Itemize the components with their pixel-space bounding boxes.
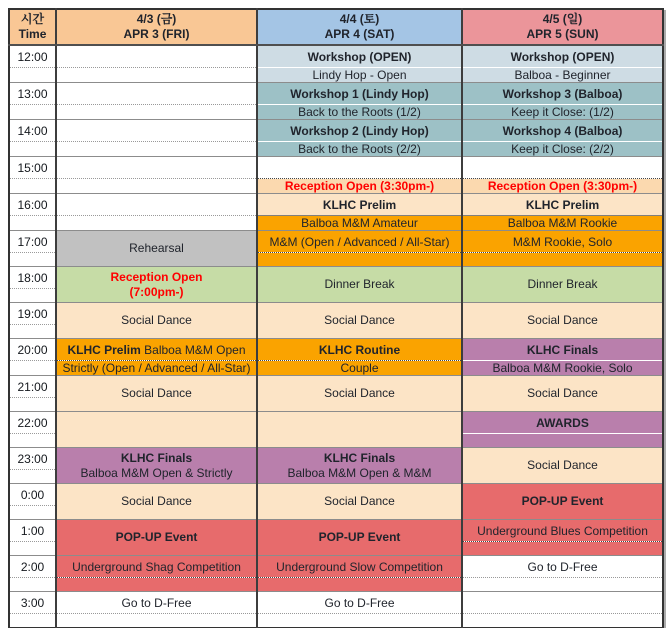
cell-text: Rehearsal	[129, 241, 184, 255]
schedule-cell-half	[56, 361, 257, 376]
time-label: 13:00	[9, 83, 56, 105]
cell-text: Workshop (OPEN)	[510, 49, 615, 64]
schedule-row	[9, 556, 663, 578]
schedule-cell	[56, 83, 257, 105]
cell-text: Go to D-Free	[527, 559, 598, 574]
schedule-cell	[257, 592, 462, 614]
schedule-cell-half	[462, 434, 663, 448]
time-header-english: Time	[18, 27, 47, 41]
cell-text: Social Dance	[121, 313, 192, 327]
cell-text: KLHC Finals	[323, 450, 396, 465]
schedule-row-half	[9, 614, 663, 628]
day-header-date: 4/5 (일)	[542, 12, 583, 26]
schedule-cell	[462, 231, 663, 253]
cell-text: M&M (Open / Advanced / All-Star)	[269, 234, 450, 249]
day-header-friday	[56, 9, 257, 45]
schedule-cell	[462, 267, 663, 303]
cell-text: Social Dance	[324, 386, 395, 400]
schedule-cell	[462, 448, 663, 484]
schedule-body	[9, 45, 663, 628]
time-label: 16:00	[9, 194, 56, 216]
schedule-cell-half	[257, 614, 462, 628]
cell-text: Keep it Close: (2/2)	[511, 142, 614, 156]
time-cell-spacer	[9, 325, 56, 339]
schedule-cell-half	[257, 361, 462, 376]
schedule-cell	[56, 45, 257, 68]
time-label: 23:00	[9, 448, 56, 470]
schedule-row	[9, 194, 663, 216]
time-label: 19:00	[9, 303, 56, 325]
cell-text: Reception Open	[110, 269, 203, 284]
schedule-cell-half	[257, 142, 462, 157]
cell-text: Workshop 1 (Lindy Hop)	[290, 86, 429, 101]
cell-text: Back to the Roots (2/2)	[298, 142, 421, 156]
cell-text: KLHC Finals	[526, 342, 599, 357]
time-cell-spacer	[9, 179, 56, 194]
cell-text: Workshop (OPEN)	[307, 49, 412, 64]
time-cell-spacer	[9, 216, 56, 231]
schedule-cell	[462, 592, 663, 614]
schedule-cell	[257, 231, 462, 253]
time-label: 12:00	[9, 45, 56, 68]
cell-text: KLHC Finals	[120, 450, 193, 465]
schedule-table	[8, 8, 664, 628]
cell-text: Social Dance	[527, 386, 598, 400]
cell-text: POP-UP Event	[521, 494, 604, 508]
schedule-cell	[462, 120, 663, 142]
schedule-row-half	[9, 142, 663, 157]
day-header-saturday	[257, 9, 462, 45]
schedule-cell	[56, 231, 257, 267]
schedule-row-half	[9, 361, 663, 376]
schedule-cell	[462, 339, 663, 361]
schedule-row	[9, 484, 663, 506]
schedule-row	[9, 45, 663, 68]
day-header-sunday	[462, 9, 663, 45]
cell-text: POP-UP Event	[115, 530, 198, 544]
cell-text: AWARDS	[536, 415, 589, 430]
day-header-label: APR 4 (SAT)	[324, 27, 395, 41]
cell-text: Balboa M&M Rookie	[507, 216, 618, 230]
cell-text: Strictly (Open / Advanced / All-Star)	[62, 361, 251, 375]
schedule-cell-half	[56, 179, 257, 194]
schedule-cell	[56, 267, 257, 303]
schedule-cell-half	[56, 68, 257, 83]
cell-text: Dinner Break	[324, 277, 395, 291]
schedule-cell-half	[462, 179, 663, 194]
schedule-row	[9, 412, 663, 434]
time-label: 14:00	[9, 120, 56, 142]
schedule-row-half	[9, 578, 663, 592]
schedule-cell	[56, 448, 257, 484]
cell-text: Couple	[340, 361, 379, 375]
schedule-row	[9, 339, 663, 361]
schedule-cell	[462, 520, 663, 542]
schedule-cell	[257, 194, 462, 216]
schedule-cell	[462, 556, 663, 578]
schedule-cell	[462, 303, 663, 339]
cell-text: Reception Open (3:30pm-)	[284, 179, 435, 193]
time-cell-spacer	[9, 506, 56, 520]
schedule-cell-half	[257, 68, 462, 83]
schedule-cell-half	[56, 578, 257, 592]
schedule-cell	[257, 267, 462, 303]
cell-text: Balboa M&M Open & Strictly	[80, 465, 233, 480]
schedule-row	[9, 267, 663, 289]
time-header	[9, 9, 56, 45]
schedule-row	[9, 448, 663, 470]
header-row	[9, 9, 663, 45]
schedule-cell	[56, 376, 257, 412]
schedule-cell	[257, 339, 462, 361]
time-cell-spacer	[9, 434, 56, 448]
time-cell-spacer	[9, 470, 56, 484]
schedule-cell	[462, 412, 663, 434]
schedule-cell-half	[462, 542, 663, 556]
time-cell-spacer	[9, 142, 56, 157]
cell-text: Reception Open (3:30pm-)	[487, 179, 638, 193]
schedule-cell-half	[462, 68, 663, 83]
time-header-korean: 시간	[20, 12, 45, 26]
schedule-cell	[56, 303, 257, 339]
schedule-cell-half	[257, 578, 462, 592]
cell-text: Go to D-Free	[324, 595, 395, 610]
time-cell-spacer	[9, 105, 56, 120]
schedule-cell	[257, 45, 462, 68]
schedule-cell	[257, 484, 462, 520]
time-cell-spacer	[9, 542, 56, 556]
schedule-cell	[257, 520, 462, 556]
schedule-row	[9, 520, 663, 542]
schedule-cell-half	[257, 216, 462, 231]
schedule-cell	[56, 592, 257, 614]
cell-text: KLHC Routine	[318, 342, 401, 357]
schedule-cell-half	[56, 614, 257, 628]
cell-text: Balboa M&M Amateur	[301, 216, 418, 230]
cell-text: Social Dance	[324, 313, 395, 327]
schedule-cell	[56, 339, 257, 361]
time-cell-spacer	[9, 614, 56, 628]
cell-text: Social Dance	[527, 313, 598, 327]
schedule-cell	[462, 194, 663, 216]
schedule-cell-half	[462, 614, 663, 628]
schedule-cell	[462, 376, 663, 412]
schedule-cell	[257, 376, 462, 412]
schedule-cell-half	[56, 105, 257, 120]
cell-text: (7:00pm-)	[129, 284, 184, 299]
schedule-cell	[462, 83, 663, 105]
schedule-cell-half	[462, 216, 663, 231]
time-label: 3:00	[9, 592, 56, 614]
time-label: 21:00	[9, 376, 56, 398]
cell-text: Go to D-Free	[121, 595, 192, 610]
schedule-cell	[56, 484, 257, 520]
schedule-cell	[257, 157, 462, 179]
day-header-date: 4/3 (금)	[136, 12, 177, 26]
schedule-cell	[56, 556, 257, 578]
cell-text: POP-UP Event	[318, 530, 401, 544]
time-label: 15:00	[9, 157, 56, 179]
cell-text: Lindy Hop - Open	[312, 68, 407, 82]
cell-text: Balboa M&M Open & M&M	[287, 465, 432, 480]
schedule-cell	[462, 484, 663, 520]
schedule-row	[9, 592, 663, 614]
time-cell-spacer	[9, 253, 56, 267]
cell-text: Underground Slow Competition	[276, 559, 443, 574]
cell-text: Balboa M&M Open	[144, 342, 246, 357]
day-header-date: 4/4 (토)	[339, 12, 380, 26]
cell-text: Social Dance	[121, 494, 192, 508]
cell-text: Keep it Close: (1/2)	[511, 105, 614, 119]
schedule-cell	[462, 157, 663, 179]
time-label: 2:00	[9, 556, 56, 578]
schedule-cell	[56, 520, 257, 556]
schedule-row-half	[9, 68, 663, 83]
time-cell-spacer	[9, 289, 56, 303]
schedule-cell	[257, 83, 462, 105]
schedule-cell	[257, 412, 462, 448]
schedule-cell-half	[462, 142, 663, 157]
schedule-row	[9, 376, 663, 398]
schedule-cell	[56, 157, 257, 179]
day-header-label: APR 3 (FRI)	[123, 27, 190, 41]
schedule-cell-half	[462, 578, 663, 592]
schedule-row-half	[9, 216, 663, 231]
schedule-cell	[257, 303, 462, 339]
schedule-cell-half	[257, 253, 462, 267]
time-label: 18:00	[9, 267, 56, 289]
cell-text: Underground Blues Competition	[477, 523, 648, 538]
schedule-cell-half	[462, 361, 663, 376]
schedule-row	[9, 231, 663, 253]
cell-text: Social Dance	[121, 386, 192, 400]
cell-text: Dinner Break	[527, 277, 598, 291]
cell-text: M&M Rookie, Solo	[512, 234, 613, 249]
schedule-row-half	[9, 105, 663, 120]
cell-text: Workshop 2 (Lindy Hop)	[290, 123, 429, 138]
schedule-cell	[56, 412, 257, 448]
schedule-cell	[257, 448, 462, 484]
cell-text: Balboa M&M Rookie, Solo	[492, 361, 633, 375]
schedule-cell	[56, 120, 257, 142]
schedule-row	[9, 83, 663, 105]
time-cell-spacer	[9, 68, 56, 83]
cell-text: KLHC Prelim	[525, 197, 600, 212]
schedule-row	[9, 157, 663, 179]
schedule-cell	[462, 45, 663, 68]
time-label: 22:00	[9, 412, 56, 434]
cell-text: Workshop 4 (Balboa)	[502, 123, 623, 138]
schedule-cell-half	[462, 253, 663, 267]
schedule-cell-half	[56, 142, 257, 157]
schedule-row	[9, 120, 663, 142]
cell-text: Workshop 3 (Balboa)	[502, 86, 623, 101]
cell-text: KLHC Prelim	[67, 342, 145, 357]
time-cell-spacer	[9, 578, 56, 592]
schedule-cell-half	[462, 105, 663, 120]
cell-text: Balboa - Beginner	[514, 68, 611, 82]
schedule-cell	[257, 120, 462, 142]
schedule-cell-half	[257, 179, 462, 194]
time-cell-spacer	[9, 361, 56, 376]
time-label: 1:00	[9, 520, 56, 542]
cell-text: Underground Shag Competition	[72, 559, 241, 574]
time-cell-spacer	[9, 398, 56, 412]
time-label: 17:00	[9, 231, 56, 253]
cell-text: Back to the Roots (1/2)	[298, 105, 421, 119]
time-label: 20:00	[9, 339, 56, 361]
cell-text: KLHC Prelim	[322, 197, 397, 212]
schedule-row	[9, 303, 663, 325]
day-header-label: APR 5 (SUN)	[526, 27, 599, 41]
schedule-row-half	[9, 179, 663, 194]
time-label: 0:00	[9, 484, 56, 506]
schedule-cell-half	[257, 105, 462, 120]
cell-text: Social Dance	[527, 458, 598, 472]
schedule-cell	[56, 194, 257, 216]
schedule-cell-half	[56, 216, 257, 231]
cell-text: Social Dance	[324, 494, 395, 508]
schedule-cell	[257, 556, 462, 578]
